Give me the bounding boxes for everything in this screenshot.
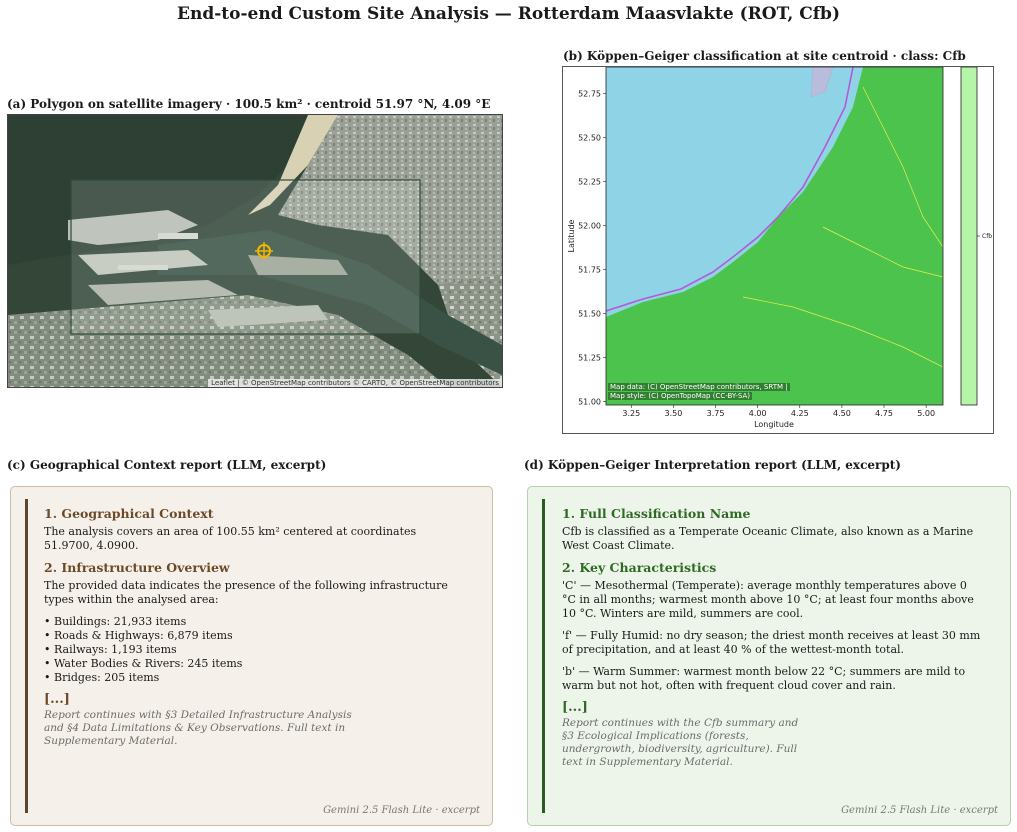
panel-c-title: (c) Geographical Context report (LLM, excerpt) bbox=[7, 458, 327, 472]
panel-d-title: (d) Köppen–Geiger Interpretation report (LLM, excerpt) bbox=[524, 458, 901, 472]
geographical-report-card bbox=[10, 486, 493, 826]
list-item: • Water Bodies & Rivers: 245 items bbox=[44, 657, 243, 670]
figure-title: End-to-end Custom Site Analysis — Rotterdam Maasvlakte (ROT, Cfb) bbox=[177, 4, 840, 24]
paragraph: 'f' — Fully Humid: no dry season; the driest month receives at least 30 mm of precipitation, and at least 40 % of the wettest-month total. bbox=[562, 629, 981, 656]
x-tick-label: 4.75 bbox=[875, 409, 893, 418]
paragraph: Cfb is classified as a Temperate Oceanic Climate, also known as a Marine West Coast Climate. bbox=[562, 525, 974, 552]
y-tick-label: 52.00 bbox=[578, 221, 601, 231]
satellite-map[interactable] bbox=[7, 114, 503, 388]
ellipsis: [...] bbox=[562, 700, 588, 715]
map-attribution[interactable]: Leaflet | © OpenStreetMap contributors © CARTO, © OpenStreetMap contributors bbox=[208, 379, 502, 387]
x-tick-label: 3.75 bbox=[706, 409, 725, 418]
paragraph: 'b' — Warm Summer: warmest month below 22 °C; summers are mild to warm but not hot, often with frequent cloud cover and rain. bbox=[562, 665, 966, 692]
y-tick-label: 52.75 bbox=[578, 89, 601, 99]
y-tick-label: 52.50 bbox=[578, 133, 601, 143]
x-tick-label: 5.00 bbox=[917, 409, 936, 418]
y-tick-label: 51.50 bbox=[578, 309, 601, 319]
y-tick-label: 51.75 bbox=[578, 265, 601, 275]
y-tick-label: 51.25 bbox=[578, 353, 601, 363]
card-accent-bar bbox=[25, 499, 28, 813]
section-heading: 1. Geographical Context bbox=[44, 506, 214, 521]
y-tick-label: 51.00 bbox=[578, 397, 601, 407]
koppen-report-card bbox=[527, 486, 1011, 826]
card-accent-bar bbox=[542, 499, 545, 813]
x-tick-label: 4.25 bbox=[790, 409, 809, 418]
colorbar-label: Cfb bbox=[982, 233, 993, 240]
continuation-note: Report continues with the Cfb summary and §3 Ecological Implications (forests, undergrowth, biodiversity, agriculture). Full text in Supplementary Material. bbox=[562, 717, 799, 768]
continuation-note: Report continues with §3 Detailed Infrastructure Analysis and §4 Data Limitations & Key Observations. Full text in Supplementary Material. bbox=[44, 709, 352, 747]
paragraph: The provided data indicates the presence of the following infrastructure types within the analysed area: bbox=[44, 579, 448, 606]
y-axis-label: Latitude bbox=[567, 219, 576, 253]
satellite-image bbox=[8, 115, 502, 387]
colorbar bbox=[961, 67, 977, 405]
koppen-map bbox=[563, 67, 993, 433]
section-heading: 2. Key Characteristics bbox=[562, 560, 717, 575]
map-attribution-data[interactable]: Map data: (C) OpenStreetMap contributors, SRTM | bbox=[610, 383, 788, 391]
panel-b-title: (b) Köppen–Geiger classification at site centroid · class: Cfb bbox=[563, 49, 966, 63]
paragraph: 'C' — Mesothermal (Temperate): average monthly temperatures above 0 °C in all months; warmest month above 10 °C; at least four months above 10 °C. Winters are mild, summers are cool. bbox=[562, 579, 974, 620]
model-footer: Gemini 2.5 Flash Lite · excerpt bbox=[841, 805, 998, 816]
section-heading: 1. Full Classification Name bbox=[562, 506, 751, 521]
x-tick-label: 4.50 bbox=[832, 409, 851, 418]
map-attribution-style[interactable]: Map style: (C) OpenTopoMap (CC-BY-SA) bbox=[610, 392, 750, 400]
panel-a-title: (a) Polygon on satellite imagery · 100.5 km² · centroid 51.97 °N, 4.09 °E bbox=[7, 97, 491, 111]
x-tick-label: 4.00 bbox=[748, 409, 767, 418]
list-item: • Railways: 1,193 items bbox=[44, 643, 177, 656]
paragraph: The analysis covers an area of 100.55 km² centered at coordinates 51.9700, 4.0900. bbox=[44, 525, 417, 552]
y-tick-label: 52.25 bbox=[578, 177, 601, 187]
infrastructure-list bbox=[44, 615, 464, 685]
list-item: • Bridges: 205 items bbox=[44, 671, 160, 684]
section-heading: 2. Infrastructure Overview bbox=[44, 560, 230, 575]
list-item: • Roads & Highways: 6,879 items bbox=[44, 629, 233, 642]
x-axis-label: Longitude bbox=[754, 420, 794, 429]
model-footer: Gemini 2.5 Flash Lite · excerpt bbox=[323, 805, 480, 816]
koppen-map-figure bbox=[562, 66, 994, 434]
x-tick-label: 3.50 bbox=[664, 409, 683, 418]
ellipsis: [...] bbox=[44, 692, 70, 707]
x-tick-label: 3.25 bbox=[622, 409, 641, 418]
list-item: • Buildings: 21,933 items bbox=[44, 615, 187, 628]
